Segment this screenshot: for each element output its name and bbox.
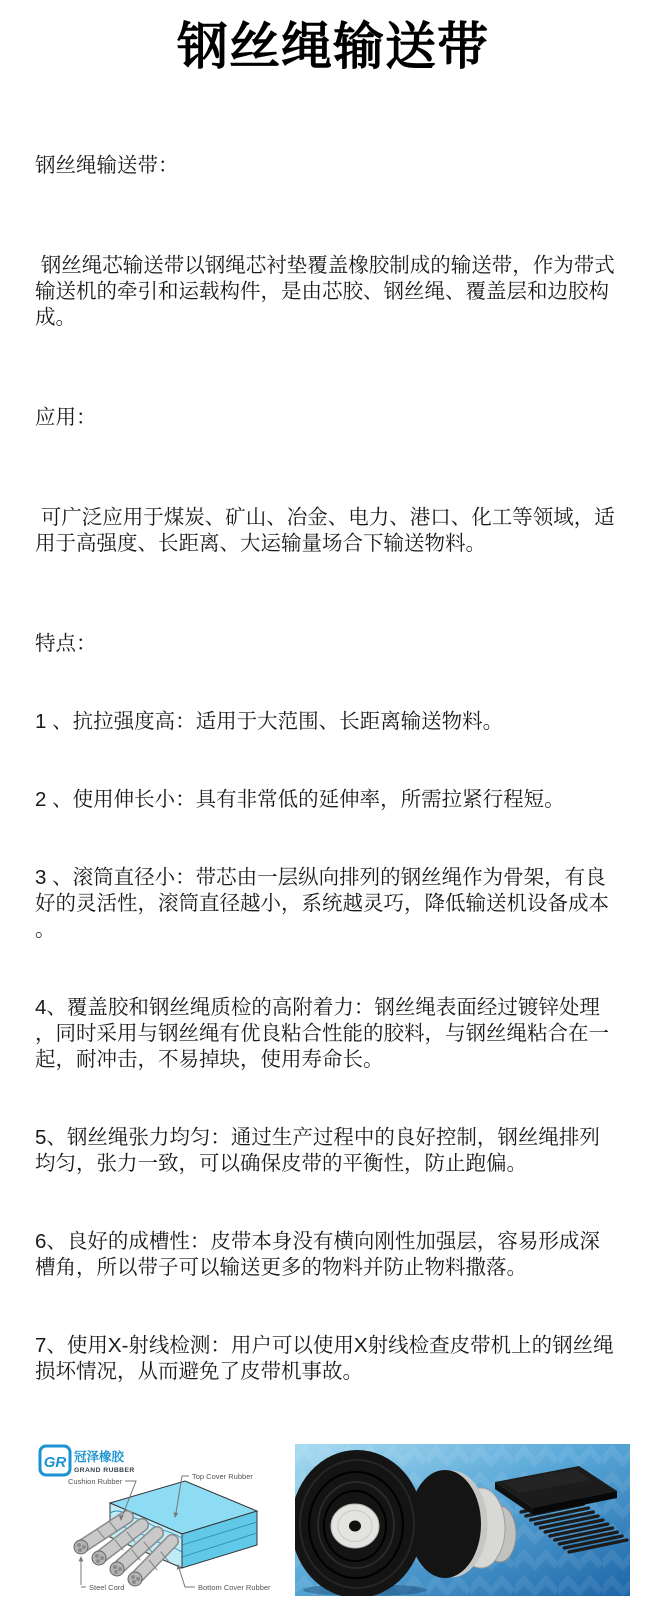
belt-structure-diagram	[35, 1441, 285, 1609]
images-row	[35, 1441, 666, 1609]
document-page	[0, 16, 666, 1592]
feature-item: 6、良好的成槽性：皮带本身没有横向刚性加强层，容易形成深槽角，所以带子可以输送更多的物料并防止物料撒落。	[35, 1230, 600, 1279]
document-body	[35, 101, 620, 1437]
feature-item: 1 、抗拉强度高：适用于大范围、长距离输送物料。	[35, 710, 504, 733]
application-paragraph: 可广泛应用于煤炭、矿山、冶金、电力、港口、化工等领域，适用于高强度、长距离、大运输量场合下输送物料。	[35, 506, 615, 555]
label-top-cover-rubber: Top Cover Rubber	[192, 1472, 253, 1481]
application-heading: 应用：	[35, 406, 97, 429]
belt-roll-main	[295, 1450, 423, 1596]
label-steel-cord: Steel Cord	[89, 1583, 125, 1592]
intro-paragraph: 钢丝绳芯输送带以钢绳芯衬垫覆盖橡胶制成的输送带，作为带式输送机的牵引和运载构件，是由芯胶、钢丝绳、覆盖层和边胶构成。	[35, 254, 615, 329]
label-bottom-cover-rubber: Bottom Cover Rubber	[198, 1583, 271, 1592]
feature-item: 5、钢丝绳张力均匀：通过生产过程中的良好控制，钢丝绳排列均匀，张力一致，可以确保皮带的平衡性，防止跑偏。	[35, 1126, 600, 1175]
page-title: 钢丝绳输送带	[176, 18, 489, 75]
logo-english-name: GRAND RUBBER	[74, 1467, 135, 1474]
feature-item: 4、覆盖胶和钢丝绳质检的高附着力：钢丝绳表面经过镀锌处理，同时采用与钢丝绳有优良粘合性能的胶料，与钢丝绳粘合在一起，耐冲击，不易掉块，使用寿命长。	[35, 996, 609, 1071]
grand-rubber-logo-icon	[40, 1446, 70, 1475]
features-heading: 特点：	[35, 632, 97, 655]
logo-chinese-name: 冠泽橡胶	[74, 1450, 125, 1464]
label-cushion-rubber: Cushion Rubber	[68, 1477, 123, 1486]
intro-heading: 钢丝绳输送带：	[35, 154, 179, 177]
steel-cords	[74, 1517, 172, 1586]
feature-item: 7、使用X-射线检测：用户可以使用X射线检查皮带机上的钢丝绳损坏情况，从而避免了皮带机事故。	[35, 1334, 614, 1383]
conveyor-belt-photo	[295, 1444, 630, 1596]
logo-monogram: GR	[43, 1454, 67, 1471]
feature-item: 3 、滚筒直径小：带芯由一层纵向排列的钢丝绳作为骨架，有良好的灵活性，滚筒直径越小，系统越灵巧，降低输送机设备成本。	[35, 866, 609, 941]
feature-item: 2 、使用伸长小：具有非常低的延伸率，所需拉紧行程短。	[35, 788, 565, 811]
